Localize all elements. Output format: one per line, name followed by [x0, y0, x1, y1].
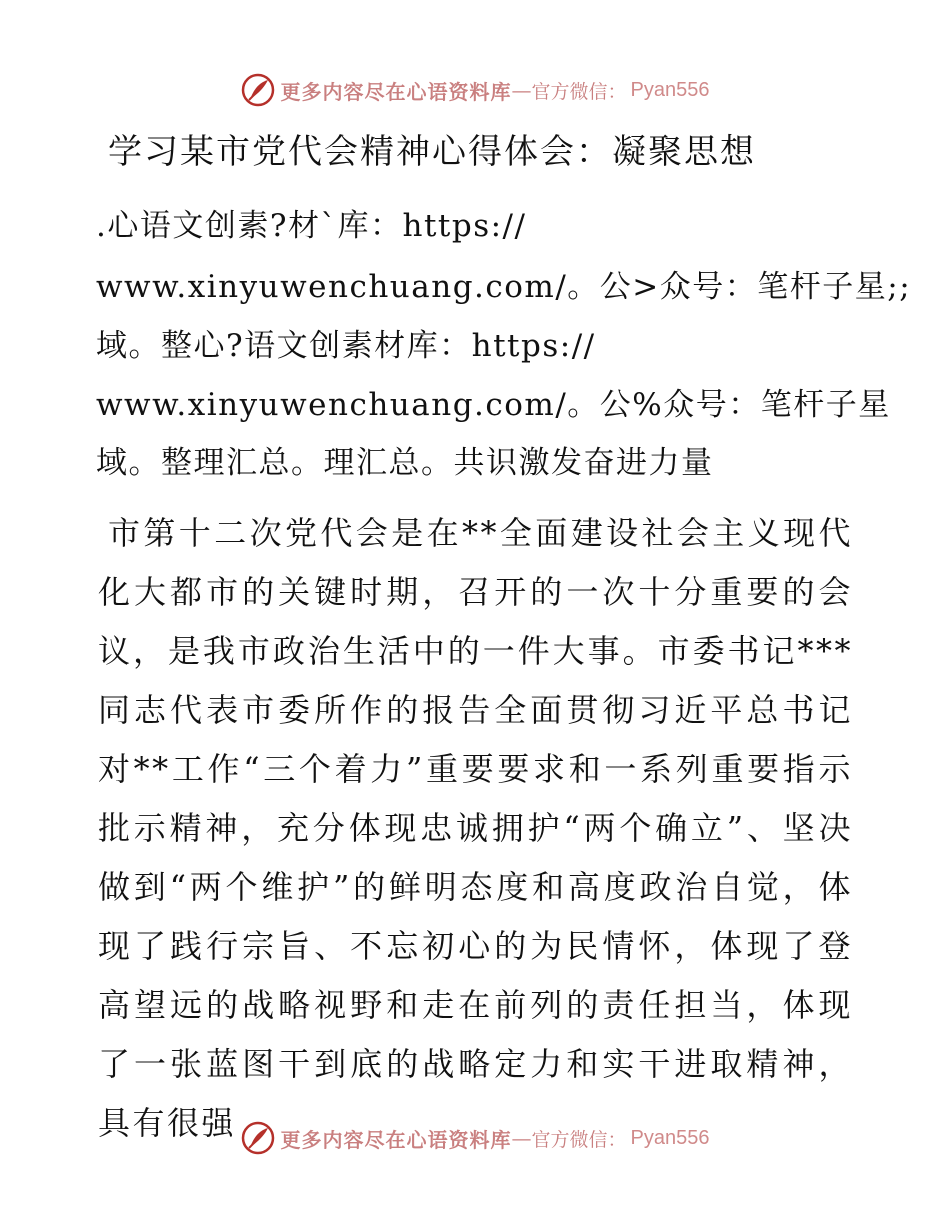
page-title: 学习某市党代会精神心得体会：凝聚思想	[108, 132, 756, 172]
source-line: 域。整理汇总。理汇总。共识激发奋进力量	[96, 445, 714, 481]
banner-dash: —	[511, 78, 532, 102]
source-line: 域。整心?语文创素材库：https://	[96, 328, 596, 364]
source-line: .心语文创素?材`库：https://	[96, 208, 527, 244]
quill-logo-icon	[241, 73, 275, 107]
source-line: www.xinyuwenchuang.com/。公%众号：笔杆子星	[96, 387, 891, 423]
banner-wechat-id: Pyan556	[630, 78, 710, 101]
banner-official-label: 官方微信：	[531, 1128, 627, 1151]
quill-logo-icon	[241, 1121, 275, 1155]
body-paragraph: 市第十二次党代会是在**全面建设社会主义现代化大都市的关键时期，召开的一次十分重要的会议，是我市政治生活中的一件大事。市委书记***同志代表市委所作的报告全面贯彻习近平总书记对**工作“三个着力”重要要求和一系列重要指示批示精神，充分体现忠诚拥护“两个确立”、坚决做到“两个维护”的鲜明态度和高度政治自觉，体现了践行宗旨、不忘初心的为民情怀，体现了登高望远的战略视野和走在前列的责任担当，体现了一张蓝图干到底的战略定力和实干进取精神，具有很强	[98, 514, 853, 1142]
header-watermark-banner	[0, 70, 950, 110]
banner-brand-text: 更多内容尽在心语资料库	[280, 79, 512, 104]
footer-watermark-banner	[0, 1118, 950, 1158]
banner-brand-text: 更多内容尽在心语资料库	[280, 1127, 512, 1152]
banner-official-label: 官方微信：	[531, 80, 627, 103]
banner-wechat-id: Pyan556	[630, 1126, 710, 1149]
banner-dash: —	[511, 1126, 532, 1150]
source-line: www.xinyuwenchuang.com/。公>众号：笔杆子星;;	[96, 269, 912, 305]
